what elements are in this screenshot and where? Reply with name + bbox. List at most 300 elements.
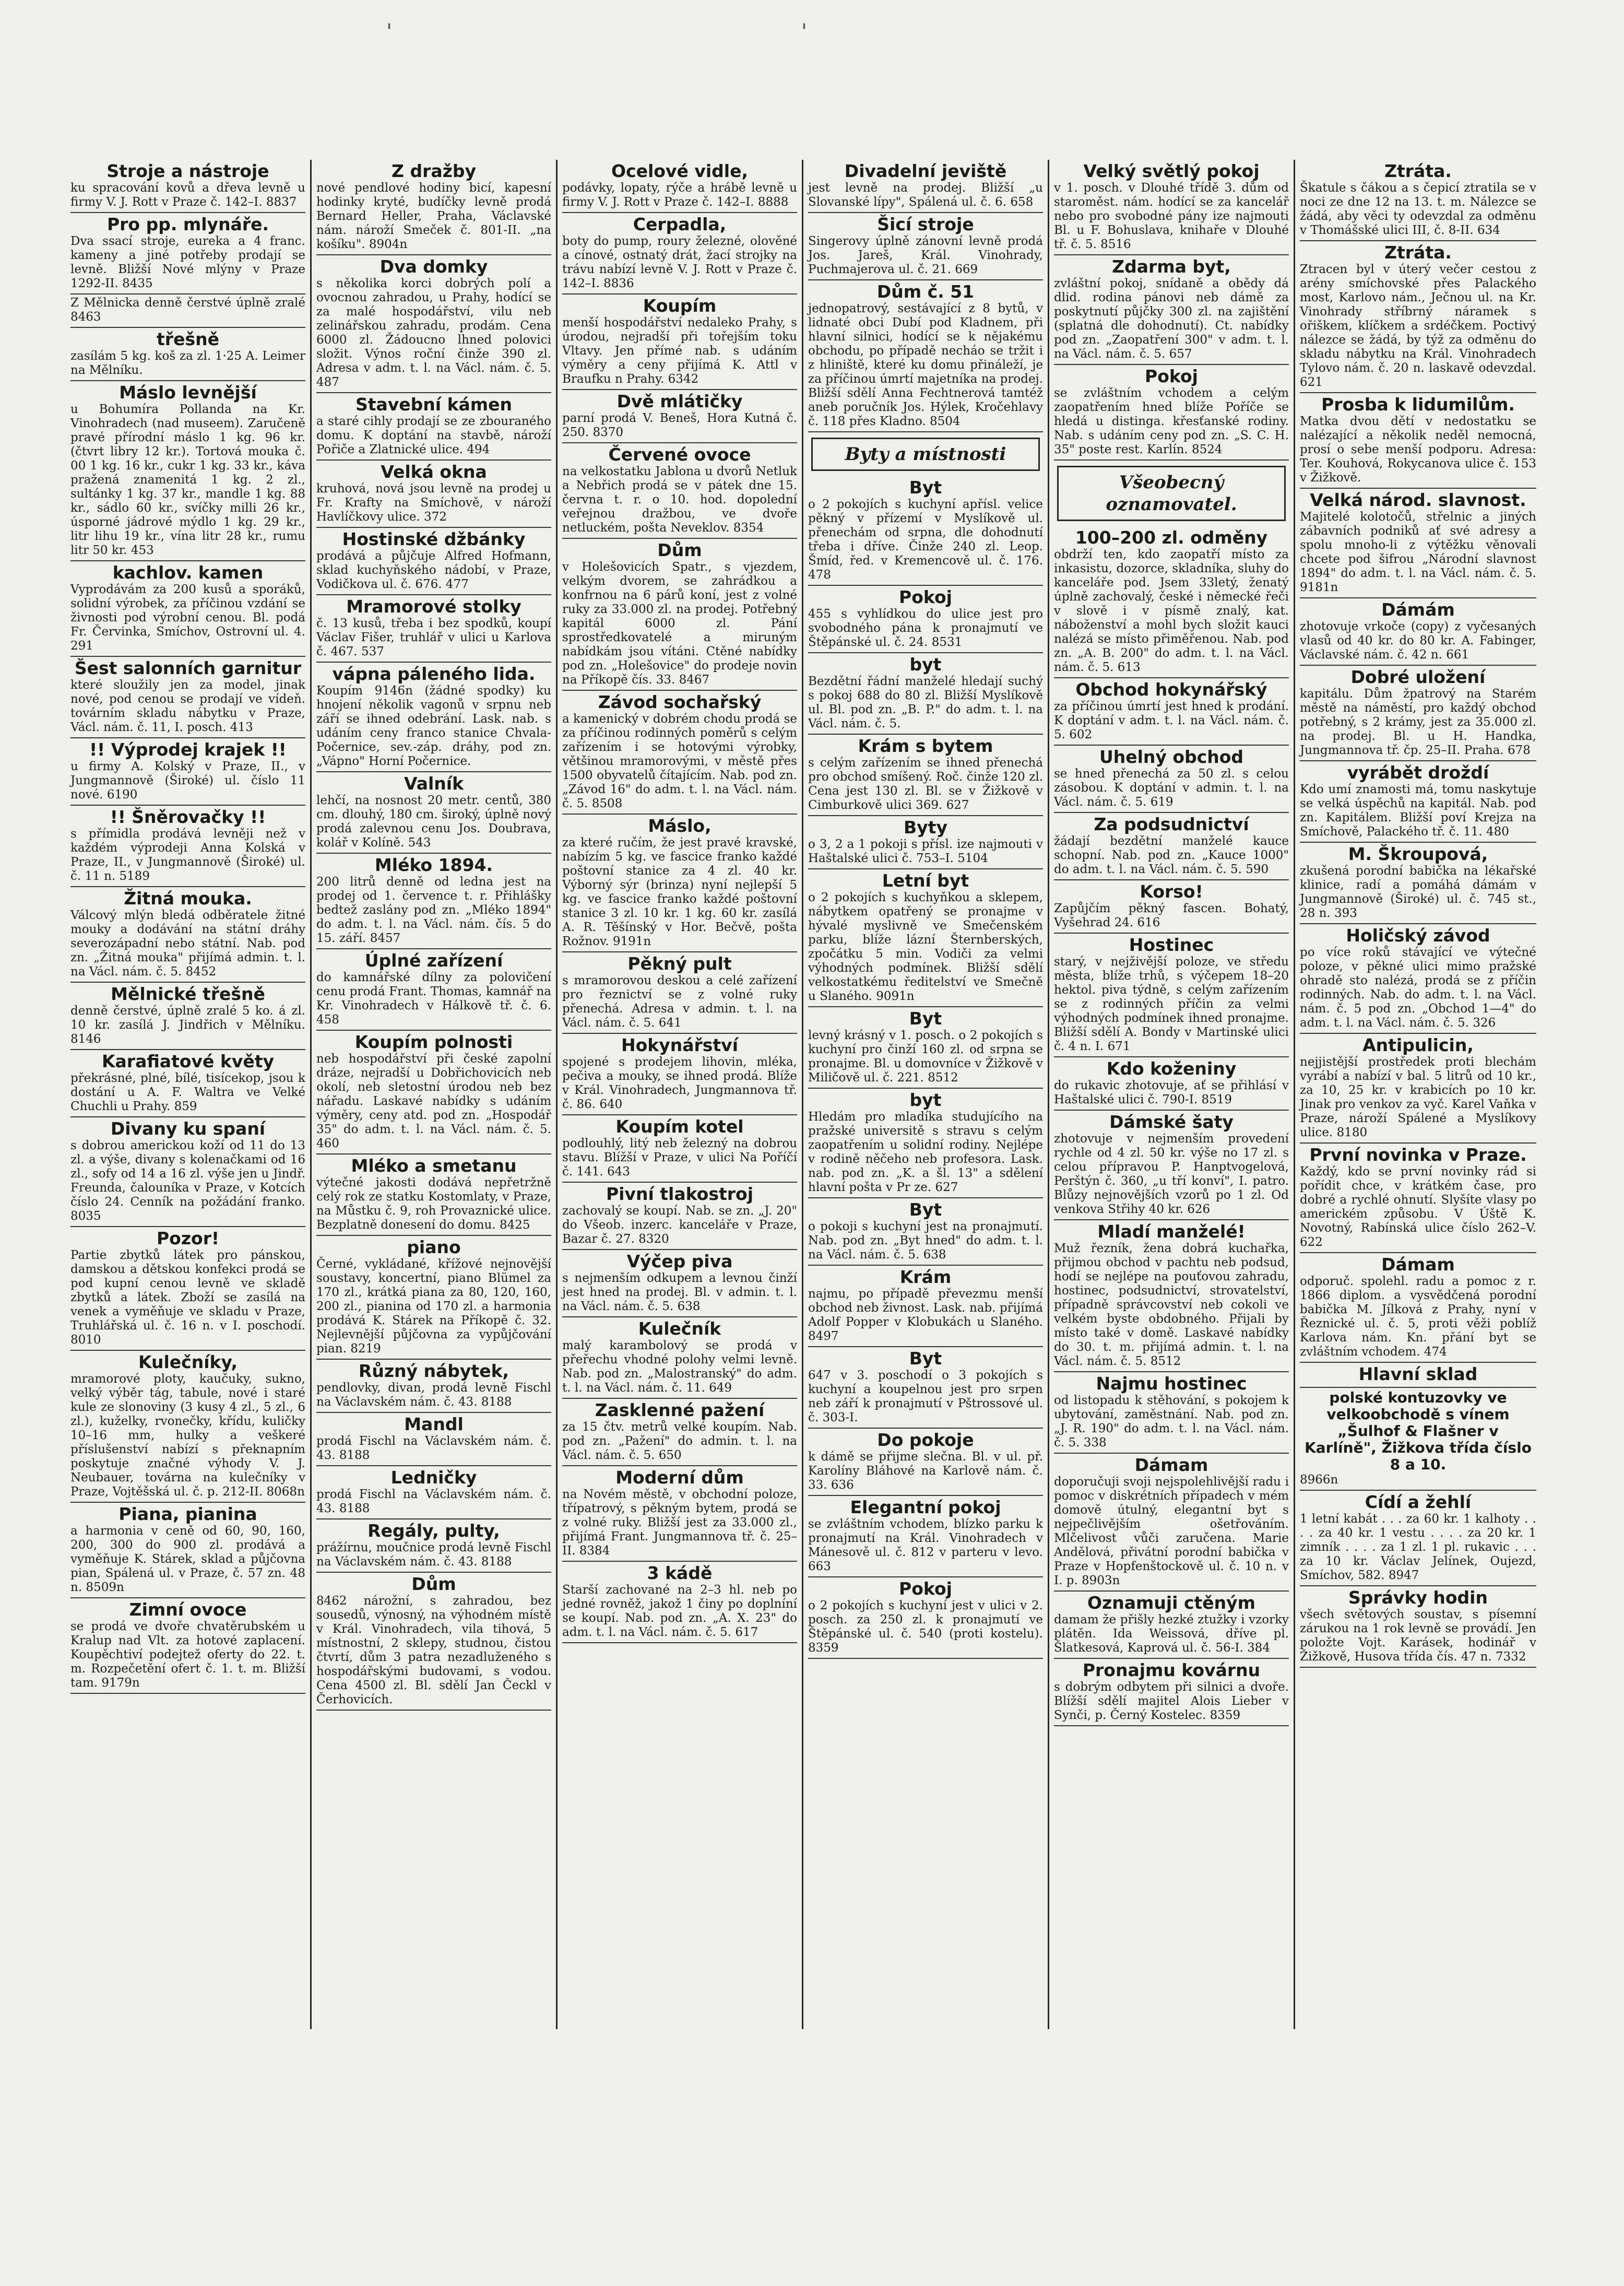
ad-title: Kulečník [638,1318,721,1339]
ad-body: 455 s vyhlídkou do ulice jest pro svobodného pána k pronajmutí ve Štěpánské ul. č. 24. 8531 [808,607,1043,649]
ad-body: se zvláštním vchodem, blízko parku k pronajmutí na Král. Vinohradech v Mánesově ul. č. 812 v parteru v levo. 663 [808,1517,1043,1573]
ad-body: jest levně na prodej. Bližší „u Slovanské lípy", Spálená ul. č. 6. 658 [808,181,1043,209]
ad-title: Velká okna [381,462,487,482]
ad-body: v Holešovicích Spatr., s vjezdem, velkým dvorem, se zahrádkou a konfrnou na 6 párů koní, jest z volné ruky za 33.000 zl. na prodej. Potřebný kapitál 6000 zl. Pání sprostředkovatelé a miruným nabídkám jsou vítáni. Ctěné nabídky pod zn. „Holešovice" do prodeje novin na Příkopě čís. 33. 8467 [562,560,797,687]
ad-body: Dva ssací stroje, eureka a 4 franc. kameny a jiné potřeby prodají se levně. Bližší Nové mlýny v Praze 1292-II. 8435 [70,234,305,290]
ad-body: odporuč. spolehl. radu a pomoc z r. 1866 diplom. a vysvědčená porodní babička M. Jílková z Prahy, nyní v Řeznické ul. č. 5, proti věži poblíž Karlova nám. Kn. přání byt se zvláštním vchodem. 474 [1300,1275,1536,1359]
ad-title: Prosba k lidumilům. [1321,394,1515,415]
ad-title: Pivní tlakostroj [606,1184,754,1204]
ad-title: Dům č. 51 [876,281,975,302]
ad-body: Bezdětní řádní manželé hledají suchý s pokoj 688 do 80 zl. Bližší Myslíkově ul. Bl. pod zn. „B. P." do adm. t. l. na Václ. nám. č. 5. [808,675,1043,730]
classified-ad [70,1050,305,1117]
ad-title: Všeobecný oznamovatel. [1106,472,1237,515]
ad-title: 3 kádě [647,1563,713,1583]
classified-ad [70,294,305,328]
ad-title: Správky hodin [1348,1587,1488,1608]
ad-title: Divany ku spaní [110,1118,266,1139]
ad-body: do kamnářské dílny za polovičení cenu prodá Frant. Thomas, kamnář na Kr. Vinohradech v Hálkově tř. č. 6. 458 [316,971,551,1027]
ad-title: Cerpadla, [633,214,727,234]
classified-ad [70,213,305,294]
ad-body: lehčí, na nosnost 20 metr. centů, 380 cm. dlouhý, 180 cm. široký, úplně nový prodá zalevnou cenu Jos. Doubrava, kolář v Kolíně. 543 [316,794,551,850]
classified-ad [1054,1659,1289,1726]
classified-ad [808,1266,1043,1347]
ad-body: spojené s prodejem lihovin, mléka, pečiva a mouky, se ihned prodá. Blíže v Král. Vinohradech, Jungmannova tř. č. 86. 640 [562,1055,797,1111]
classified-ad [70,561,305,657]
classified-ad [1054,1454,1289,1592]
ad-title: Pokoj [1145,366,1198,386]
classified-ad [562,294,797,390]
classified-ad [1300,489,1536,598]
ad-title: Ledničky [390,1467,477,1488]
ad-title: Pokoj [899,1578,952,1599]
classified-ad [1054,880,1289,934]
ad-title: Byt [909,1008,942,1029]
ad-title: Elegantní pokoj [850,1497,1001,1517]
ad-body: se prodá ve dvoře chvatěrubském u Kralup nad Vlt. za hotové zaplacení. Koupěchtiví podejtež oferty do 22. t. m. Rozpečetění ofert č. 1. t. m. Bližší tam. 9179n [70,1620,305,1690]
ad-title: Dům [411,1574,456,1594]
ad-title: Mladí manželé! [1097,1221,1246,1242]
ad-title: Za podsudnictví [1094,814,1249,834]
section-header-box [1057,466,1286,521]
ad-body: boty do pump, roury železné, olověné a cínové, ostnatý drát, žací strojky na trávu nabízí levně V. J. Rott v Praze č. 142–I. 8836 [562,234,797,290]
ad-title: Mandl [404,1414,464,1434]
classified-ad [1300,1491,1536,1586]
ad-body: starý, v nejživější poloze, ve středu města, blíže trhů, s výčepem 18–20 hektol. piva týdně, s celým zařízením se z rodinných příčin za velmi výhodných podmínek ihned pronajme. Bližší sdělí A. Bondy v Martinské ulici č. 4 n. I. 671 [1054,955,1289,1053]
ad-title: Dva domky [380,256,488,277]
ad-body: Majitelé kolotočů, střelnic a jiných zábavních podniků ať své adresy a spolu mnoho-li z výtěžku věnovali chcete pod šifrou „Národní slavnost 1894" do adm. t. l. na Václ. nám. č. 5. 9181n [1300,510,1536,594]
column-1 [66,160,312,2029]
classified-ad [562,539,797,691]
ad-title: Zimní ovoce [129,1599,247,1620]
classified-ad [1300,598,1536,666]
classified-ad [1054,160,1289,255]
ad-title: !! Výprodej krajek !! [89,739,287,760]
ad-title: 100–200 zl. odměny [1075,527,1268,548]
ad-title: vápna páleného lida. [332,664,536,684]
ad-body: po více roků stávající ve výtečné poloze, v pěkné ulici mimo pražské ohradě sto nalézá, prodá se z příčin rodinných. Nab. do adm. t. l. na Václ. nám. č. 5 pod zn. „Obchod 1—4" do adm. t. l. na Václ. nám. č. 5. 326 [1300,946,1536,1030]
classified-ad [562,1399,797,1466]
ad-body: 647 v 3. poschodí o 3 pokojích s kuchyní a koupelnou jest pro srpen neb září k pronajmutí v Pštrossové ul. č. 303-I. [808,1369,1043,1424]
ad-title: Kdo koženiny [1106,1058,1237,1079]
classified-ad [316,160,551,255]
ad-title: Dámam [1134,1455,1208,1475]
ad-body: Hledám pro mladíka studujícího na pražské universitě s stravu s celým zaopatřením u solidní rodiny. Nejlépe v rodině něčeho neb profesora. Lask. nab. pod zn. „K. a šl. 13" a sdělení hlavní pošta v Pr ze. 627 [808,1110,1043,1194]
ad-body: k dámě se přijme slečna. Bl. v ul. př. Karolíny Bláhové na Karlově nám. č. 33. 636 [808,1450,1043,1492]
ad-body: prodává a půjčuje Alfred Hofmann, sklad kuchyňského nádobí, v Praze, Vodičkova ul. č. 676. 477 [316,549,551,591]
classified-ad [70,738,305,806]
classified-ad [1054,1057,1289,1111]
classified-ad [562,952,797,1034]
ad-body: se hned přenechá za 50 zl. s celou zásobou. K doptání v admin. t. l. na Václ. nám. č. 5. 619 [1054,767,1289,809]
ad-body: žádají bezdětní manželé kauce schopní. Nab. pod zn. „Kauce 1000" do adm. t. l. na Václ. nám. č. 5. 590 [1054,834,1289,876]
classified-ad [808,1347,1043,1429]
ad-title: Mléko a smetanu [351,1156,517,1176]
column-3 [558,160,803,2029]
ad-title: Obchod hokynářský [1075,679,1267,700]
ad-body: Zapůjčím pěkný fascen. Bohatý, Vyšehrad 24. 616 [1054,902,1289,929]
classified-ad [808,586,1043,653]
ad-title: Dámské šaty [1109,1112,1234,1132]
classified-ad [70,887,305,983]
classified-ad [70,160,305,213]
ad-body: nové pendlové hodiny bicí, kapesní hodinky kryté, budíčky levně prodá Bernard Heller, Praha, Václavské nám. nároží Smeček č. 801-II. „na košíku". 8904n [316,181,551,251]
ad-body: mramorové ploty, kaučuky, sukno, velký výběr tág, tabule, nové i staré kule ze slonoviny (3 kusy 4 zl., 5 zl., 6 zl.), kuželky, rvonečky, křídu, kuličky 10–16 mm, hulky a veškeré příslušenství nabízí s překnapním poskytuje značné výhody V. J. Neubauer, továrna na kulečníky v Praze, Vojtěšská ul. č. p. 212-II. 8068n [70,1372,305,1499]
ad-body: Škatule s čákou a s čepicí ztratila se v noci ze dne 12 na 13. t. m. Nálezce se žádá, aby věci ty odevzdal za odměnu v Thomášské ulici III, č. 8-II. 634 [1300,181,1536,237]
classified-ad [316,255,551,393]
classified-ad [316,1236,551,1360]
classified-ad [1300,393,1536,489]
ad-body: levný krásný v 1. posch. o 2 pokojích s kuchyní pro činží 160 zl. od srpna se pronajme. Bl. u domovníce v Žižkově v Miličově ul. č. 221. 8512 [808,1029,1043,1085]
ad-title: kachlov. kamen [112,562,264,583]
ad-body: o 2 pokojích s kuchyňkou a sklepem, nábytkem opatřený se pronajme v hývalé myslivně ve Smečenském parku, blíže lázní Šternberských, zpočátku 5 min. Vodiči za velmi výhodných podmínek. Bližší sdělí velkostatkému ředitelství ve Smečně u Slaného. 9091n [808,891,1043,1003]
ad-body: s dobrou americkou koží od 11 do 13 zl. a výše, divany s kolenačkami od 16 zl., sofy od 14 a 16 zl. výše jen u Jindř. Freunda, čalouníka v Praze, v Kotcích číslo 24. Cenník na požádání franko. 8035 [70,1139,305,1223]
ad-body: s celým zařízením se ihned přenechá pro obchod smíšený. Roč. činže 120 zl. Cena jest 130 zl. Bl. se v Žižkově v Cimburkově ulici 369. 627 [808,756,1043,812]
classified-ad [562,1250,797,1317]
ad-body: Z Mělnicka denně čerstvé úplně zralé 8463 [70,296,305,324]
classified-ad [808,1198,1043,1266]
ad-title: Byty a místnosti [845,444,1006,465]
ad-body: Muž řezník, žena dobrá kuchařka, přijmou obchod v pachtu neb podsud, hodí se nejlépe na pouťovou zahradu, hostinec, podsudnictví, strovatelství, případně správcovství neb cokoli ve velkém byste obdobného. Přijali by místo také v domě. Laskavé nabídky do 30. t. m. přijímá admin. t. l. na Václ. nám. č. 5. 8512 [1054,1242,1289,1368]
ad-title: vyrábět droždí [1347,762,1489,783]
classified-ad [316,663,551,772]
column-2 [312,160,558,2029]
ad-body: podávky, lopaty, rýče a hrábě levně u firmy V. J. Rott v Praze č. 142–I. 8888 [562,181,797,209]
classified-ad [1300,1363,1536,1388]
ad-body: kruhová, nová jsou levně na prodej u Fr. Krafty na Smíchově, v nároží Havlíčkovy ulice. 372 [316,482,551,524]
ad-title: Mramorové stolky [346,596,521,617]
column-5 [1049,160,1295,2029]
ad-title: Byt [909,1199,942,1220]
ad-body: za příčinou úmrtí jest hned k prodání. K doptání v adm. t. l. na Václ. nám. č. 5. 602 [1054,700,1289,741]
ad-title: Koupím [643,296,717,316]
classified-ad [808,280,1043,432]
classified-ad [70,806,305,887]
ad-title: Ztráta. [1384,161,1452,181]
ad-title: Hlavní sklad [1358,1364,1478,1384]
ad-title: Z dražby [392,161,476,181]
classified-ad [70,657,305,738]
classified-ad [1054,1111,1289,1220]
ad-title: Šest salonních garnitur [74,658,302,678]
classified-ad [316,595,551,663]
ad-body: Vyprodávám za 200 kusů a sporáků, solidní výrobek, za příčinou vzdání se živnosti pod výrobní cenou. Bl. podá Fr. Červinka, Smíchov, Ostrovní ul. 4. 291 [70,583,305,653]
ad-title: Velký světlý pokoj [1083,161,1260,181]
ad-title: Valník [404,773,464,794]
classified-ad [1054,1372,1289,1454]
ad-body: neb hospodářství při české zapolní dráze, nejradší u Dobřichovicích neb okolí, neb sletostní úrodou neb bez nářadu. Laskavé nabídky s udáním výměry, ceny atd. pod zn. „Hospodář 35" do adm. t. l. na Václ. nám. č. 5. 460 [316,1052,551,1150]
ad-title: Pronajmu kovárnu [1082,1660,1261,1680]
ad-title: Velká národ. slavnost. [1310,490,1526,510]
ad-body: o 2 pokojích s kuchyní apřísl. velice pěkný v přízemí v Myslíkově ul. přenechám od srpna, dle dohodnutí třeba i dříve. Činže 240 zl. Leop. Šmíd, řed. v Kremencově ul. č. 176. 478 [808,498,1043,582]
ad-title: Stavební kámen [355,394,513,415]
ad-title: Ztráta. [1384,242,1452,263]
classified-ad [808,476,1043,586]
ad-title: Šicí stroje [877,214,974,234]
ad-title: Červené ovoce [608,444,751,465]
classified-ad [562,1034,797,1115]
classified-ad [316,1154,551,1236]
column-6 [1295,160,1541,2029]
ad-body: Kdo umí znamosti má, tomu naskytuje se velká úspěchů na kapitál. Nab. pod zn. Kapitálem. Bližší poví Krejza na Smíchově, Palackého tř. č. 11. 480 [1300,783,1536,839]
classified-columns [66,160,1543,2029]
classified-ad [808,653,1043,735]
ad-title: Pozor! [156,1228,220,1248]
ad-title: Výčep piva [626,1251,733,1271]
ad-body: prodá Fischl na Václavském nám. č. 43. 8188 [316,1488,551,1515]
classified-ad [562,390,797,443]
ad-body: Ztracen byl v úterý večer cestou z arény smíchovské přes Palackého most, Karlovo nám., Ječnou ul. na Kr. Vinohrady stříbrný náramek s ořiškem, klíčkem a srdéčkem. Poctivý nálezce se žádá, by týž za odměnu do skladu nábytku na Král. Vinohradech Tylovo nám. č. 20 n. laskavě odevzdal. 621 [1300,263,1536,389]
ad-body: kapitálu. Dům žpatrový na Starém městě na náměstí, pro každý obchod potřebný, s 2 krámy, jest za 35.000 zl. na prodej. Bl. u H. Handka, Jungmannova tř. čp. 25–II. Praha. 678 [1300,687,1536,757]
ad-title: Koupím kotel [615,1116,744,1137]
classified-ad [808,1429,1043,1496]
classified-ad [1054,365,1289,461]
ad-title: Ocelové vidle, [611,161,749,181]
classified-ad [1300,241,1536,393]
classified-ad [808,213,1043,280]
section-header-box [811,438,1040,471]
classified-ad [1054,678,1289,746]
ad-body: do rukavic zhotovuje, ať se přihlásí v Haštalské ulici č. 790-I. 8519 [1054,1079,1289,1106]
ad-title: Kulečníky, [138,1352,238,1372]
top-mark-right: ' [801,20,807,44]
classified-ad [316,1466,551,1519]
classified-ad [562,160,797,213]
ad-title: třešně [157,329,219,349]
classified-ad [808,1007,1043,1089]
ad-body: prodá Fischl na Václavském nám. č. 43. 8188 [316,1434,551,1462]
classified-ad [562,443,797,539]
ad-title: Mléko 1894. [374,855,493,875]
ad-body: prážírnu, moučnice prodá levně Fischl na Václavském nám. č. 43. 8188 [316,1541,551,1569]
ad-body: s nejmenším odkupem a levnou činží jest hned na prodej. Bl. v admin. t. l. na Václ. nám. č. 5. 638 [562,1271,797,1313]
classified-ad [316,461,551,528]
ad-body: zhotovuje v nejmenším provedení rychle od 4 zl. 50 kr. výše no 17 zl. s celou přípravou P. Hanptvogelová, Perštýn č. 360, „u tří konví", I. patro. Blůzy nejnovějších vzorů po 1 zl. Od venkova Střihy 40 kr. 626 [1054,1132,1289,1216]
ad-title: byt [909,654,942,675]
ad-body: a kamenický v dobrém chodu prodá se za příčinou rodinných poměrů s celým zařízením i se hotovými výrobky, většinou mramorovými, v městě přes 1500 obyvatelů čítajícím. Nab. pod zn. „Závod 16" do adm. t. l. na Václ. nám. č. 5. 8508 [562,712,797,810]
ad-title: Máslo, [648,816,712,836]
ad-title: Zdarma byt, [1112,256,1231,277]
ad-title: Máslo levnější [119,382,257,403]
classified-ad [1054,1220,1289,1372]
classified-ad [562,1115,797,1183]
ad-body: menší hospodářství nedaleko Prahy, s úrodou, nejradší při tořejším toku Vltavy. Jen přímé nab. s udáním výměry a ceny přijímá K. Attl v Braufku n Prahy. 6342 [562,316,797,386]
ad-title: piano [407,1237,461,1257]
classified-ad [70,1351,305,1503]
classified-ad [1300,1034,1536,1144]
ad-title: Byt [909,1348,942,1369]
ad-title: Cídí a žehlí [1365,1492,1472,1512]
classified-ad [316,1573,551,1711]
ad-body: Válcový mlýn bledá odběratele žitné mouky a dodávání na státní dráhy severozápadní nebo státní. Nab. pod zn. „Žitná mouka" přijímá admin. t. l. na Václ. nám. č. 5. 8452 [70,909,305,979]
ad-body: 1 letní kabát . . . za 60 kr. 1 kalhoty . . . . za 40 kr. 1 vestu . . . . za 20 kr. 1 zimník . . . . za 1 zl. 1 pl. rukavic . . . za 10 kr. Václav Jelínek, Oujezd, Smíchov, 582. 8947 [1300,1512,1536,1582]
ad-body: Starší zachované na 2–3 hl. neb po jedné rovněž, jakož 1 činy po doplníní se koupí. Nab. pod zn. „A. X. 23" do adm. t. l. na Václ. nám. č. 5. 617 [562,1583,797,1639]
ad-title: Žitná mouka. [124,888,252,909]
classified-ad [1300,666,1536,761]
ad-title: Dámam [1381,1254,1455,1275]
ad-body: denně čerstvé, úplně zralé 5 ko. á zl. 10 kr. zasílá J. Jindřich v Mělníku. 8146 [70,1004,305,1046]
ad-title: Zasklenné pažení [595,1400,765,1420]
ad-body: u firmy A. Kolský v Praze, II., v Jungmannově (Široké) ul. číslo 11 nové. 6190 [70,760,305,802]
classified-ad [70,328,305,381]
ad-title: Dvě mlátičky [617,391,743,411]
ad-title: Krám [899,1267,952,1287]
ad-title: Byt [909,477,942,498]
classified-ad [70,1117,305,1227]
classified-ad [316,949,551,1031]
ad-title: Piana, pianina [118,1504,257,1524]
ad-title: Krám s bytem [858,736,993,756]
classified-ad [1300,1586,1536,1668]
ad-body: damam že přišly hezké ztužky i vzorky plátěn. Ida Weissová, dříve pl. Šlatkesová, Kaprová ul. č. 56-I. 384 [1054,1613,1289,1655]
ad-body: všech světových soustav, s písemní zárukou na 1 rok levně se provádí. Jen položte Vojt. Karásek, hodinář v Žižkově, Husova třída čís. 47 n. 7332 [1300,1608,1536,1664]
ad-title: polské kontuzovky ve velkoobchodě s vínem „Šulhof & Flašner v Karlíně", Žižkova třída číslo 8 a 10. [1305,1389,1532,1473]
ad-title: Do pokoje [877,1430,974,1450]
ad-body: malý karambolový se prodá v přeřechu vhodné polohy velmi levně. Nab. pod zn. „Malostranský" do adm. t. l. na Václ. nám. č. 11. 649 [562,1339,797,1395]
ad-body: Černé, vykládané, křížové nejnovější soustavy, koncertní, piano Blümel za 170 zl., krátká piana za 80, 120, 160, 200 zl., pianina od 170 zl. a harmonia prodává K. Stárek na Příkopě č. 32. Nejlevnější půjčovna za vypůjčování pian. 8219 [316,1257,551,1356]
ad-title: Oznamuji ctěným [1087,1593,1256,1613]
ad-title: Byty [904,817,947,838]
ad-title: Holičský závod [1346,925,1490,946]
classified-ad [808,1577,1043,1659]
classified-ad [70,1227,305,1351]
classified-ad [316,1360,551,1413]
ad-title: Pro pp. mlynáře. [106,214,269,234]
ad-title: Korso! [1140,881,1203,902]
classified-ad [316,772,551,854]
ad-title: Hostinec [1129,935,1214,955]
classified-ad [808,1089,1043,1198]
classified-ad [1300,761,1536,843]
ad-body: obdrží ten, kdo zaopatří místo za inkasistu, dozorce, skladníka, sluhy do kanceláře pod. Jsem 33letý, ženatý úplně zachovalý, české i německé řeči v slově i v písmě znalý, kat. náboženství a mohl bych složit kauci nalézá se místo přiměřenou. Nab. pod zn. „A. B. 200" do adm. t. l. na Václ. nám. č. 5. 613 [1054,548,1289,674]
classified-ad [70,1598,305,1694]
ad-title: Antipulicin, [1362,1035,1474,1055]
classified-ad [808,160,1043,213]
ad-body: překrásné, plné, bílé, tisícekop, jsou k dostání u A. F. Waltra ve Velké Chuchli u Prahy. 859 [70,1071,305,1113]
ad-title: Koupím polnosti [354,1032,513,1052]
ad-title: Karafiatové květy [101,1051,275,1071]
ad-body: Partie zbytků látek pro pánskou, damskou a dětskou konfekci prodá se pod kupní cenou levně ve skladě zbytků a látek. Zboží se zasílá na venek a vyměňuje ve skladu v Praze, Truhlářská ul. č. 16 n. v I. poschodí. 8010 [70,1248,305,1347]
ad-title: Dámám [1381,599,1455,620]
ad-body: a staré cihly prodají se ze zbouraného domu. K doptání na stavbě, nároží Pořiče a Zlatnické ulice. 494 [316,415,551,456]
ad-body: na Novém městě, v obchodní poloze, třípatrový, s pěkným bytem, prodá se z volné ruky. Bližší jest za 33.000 zl., přijímá Frant. Jungmannova tř. č. 25–II. 8384 [562,1488,797,1558]
classified-ad [562,1317,797,1399]
ad-body: na velkostatku Jablona u dvorů Netluk a Nebřich prodá se v pátek dne 15. června t. r. o 10. hod. dopolední veřejnou dražbou, ve dvoře netluckém, pošta Neveklov. 8354 [562,465,797,535]
classified-ad [1054,526,1289,678]
classified-ad [316,854,551,949]
classified-ad [808,816,1043,869]
ad-body: najmu, po případě převezmu menší obchod neb živnost. Lask. nab. přijímá Adolf Popper v Klobukách u Slaného. 8497 [808,1287,1043,1343]
ad-body: zkušená porodní babička na lékařské klinice, radí a pomáhá dámám v Jungmannově (Široké) ul. č. 745 st., 28 n. 393 [1300,864,1536,920]
ad-body: pendlovky, divan, prodá levně Fischl na Václavském nám. č. 43. 8188 [316,1381,551,1409]
ad-body: zasílám 5 kg. koš za zl. 1·25 A. Leimer na Mělníku. [70,349,305,377]
ad-body: za 15 čtv. metrů velké koupím. Nab. pod zn. „Pažení" do admin. t. l. na Václ. nám. č. 5. 650 [562,1420,797,1462]
classified-ad [316,393,551,461]
ad-body: doporučuji svoji nejspolehlivější radu i pomoc v diskrétních případech v mém domově útulný, elegantní byt s nejpečlivějším ošetřováním. Mlčelivost vůči zaručena. Marie Andělová, přivátní porodní babička v Praze v Hopfenštockově ul. č. 10 n. v I. p. 8903n [1054,1475,1289,1587]
ad-body: s mramorovou deskou a celé zařízení pro řeznictví se z volné ruky přenechá. Adresa v admin. t. l. na Václ. nám. č. 5. 641 [562,974,797,1030]
ad-title: Hokynářství [621,1035,739,1055]
classified-ad [70,983,305,1050]
classified-ad [1054,813,1289,880]
ad-body: parní prodá V. Beneš, Hora Kutná č. 250. 8370 [562,411,797,439]
ad-title: Hostinské džbánky [342,529,526,549]
classified-ad [808,869,1043,1007]
ad-title: Pokoj [899,587,952,607]
ad-body: výtečné jakosti dodává nepřetržně celý rok ze statku Kostomlaty, v Praze, na Můstku č. 9, roh Provaznické ulice. Bezplatně donesení do domu. 8425 [316,1176,551,1232]
classified-ad [316,1031,551,1154]
ad-body: nejjistější prostředek proti blechám vyrábí a nabízí v bal. 5 litrů od 10 kr., za 10, 25 kr. v krabicích po 10 kr. Jinak pro venkov za vyč. Karel Vaňka v Praze, nároží Spálené a Myslíkovy ulice. 8180 [1300,1055,1536,1139]
ad-body: se zvláštním vchodem a celým zaopatřením hned blíže Poříče se hledá u distinga. křesťanské rodiny. Nab. s udáním ceny pod zn. „S. C. H. 35" poste rest. Karlín. 8524 [1054,386,1289,456]
ad-body: od listopadu k stěhování, s pokojem k ubytování, zaměstnání. Nab. pod zn. „J. R. 190" do adm. t. l. na Václ. nám. č. 5. 338 [1054,1394,1289,1450]
ad-body: zvláštní pokoj, snídaně a obědy dá dlid. rodina pánovi neb dámě za poskytnutí půjčky 300 zl. na zajištění (splatná dle dohodnutí). Ct. nabídky pod zn. „Zaopatření 300" v adm. t. l. na Václ. nám. č. 5. 657 [1054,277,1289,361]
classified-ad [808,1496,1043,1577]
ad-title: Uhelný obchod [1099,747,1244,767]
classified-ad [1054,934,1289,1057]
ad-body: Koupím 9146n (žádné spodky) ku hnojení několik vagonů v srpnu neb září se ihned odebrání. Lask. nab. s udáním ceny franco stanice Chvala-Počernice, sev.-záp. dráhy, pod zn. „Vápno" Horní Počernice. [316,684,551,768]
classified-ad [316,1519,551,1573]
ad-title: Stroje a nástroje [106,161,269,181]
classified-ad [562,213,797,294]
classified-ad [1054,1592,1289,1659]
ad-title: byt [909,1090,942,1110]
ad-body: ku spracování kovů a dřeva levně u firmy V. J. Rott v Praze č. 142–I. 8837 [70,181,305,209]
ad-body: jednopatrový, sestávající z 8 bytů, v lidnaté obci Dubí pod Kladnem, při hlavní silnici, hodící se k nějakému obchodu, po případě necháo se tržit i z hliniště, které ku domu přináleží, je za příčinou úmrtí majetníka na prodej. Bližší sdělí Anna Fechtnerová tamtéž aneb poručník Jos. Hýlek, Kročehlavy č. 118 přes Kladno. 8504 [808,302,1043,428]
classified-ad [562,1183,797,1250]
ad-title: Letní byt [882,870,969,891]
ad-body: s dobrým odbytem při silnici a dvoře. Blížší sdělí majitel Alois Lieber v Synči, p. Černý Kostelec. 8359 [1054,1680,1289,1722]
ad-body: za které ručím, že jest pravé kravské, nabízím 5 kg. ve fascice franko každé poštovní stanice za 4 zl. 40 kr. Výborný sýr (brinza) nyní nejlepší 5 kg. ve fascice franko každé poštovní stanice 3 zl. 10 kr. 1 kg. 60 kr. zasílá A. R. Těšínský v Hor. Bečvě, pošta Rožnov. 9191n [562,836,797,948]
ad-title: Pěkný pult [627,953,732,974]
ad-body: v 1. posch. v Dlouhé třídě 3. dům od staroměst. nám. hodící se za kancelář nebo pro svobodné pány ize najmouti Bl. u F. Bohuslava, knihaře v Dlouhé tř. č. 5. 8516 [1054,181,1289,251]
ad-body: u Bohumíra Pollanda na Kr. Vinohradech (nad museem). Zaručeně pravé přírodní máslo 1 kg. 96 kr. (čtvrt libry 12 kr.). Tortová mouka č. 00 1 kg. 16 kr., cukr 1 kg. 33 kr., káva pražená znamenitá 1 kg. 2 zl., sultánky 1 kg. 37 kr., mandle 1 kg. 88 kr., sádlo 60 kr., svíčky milli 26 kr., úsporné jádrové mýdlo 1 kg. 29 kr., litr lihu 19 kr., vína litr 28 kr., rumu litr 50 kr. 453 [70,403,305,557]
ad-title: Úplné zařízení [364,950,503,971]
ad-title: První novinka v Praze. [1309,1145,1527,1165]
ad-body: zhotovuje vrkoče (copy) z vyčesaných vlasů od 40 kr. do 80 kr. A. Fabinger, Václavské nám. č. 42 n. 661 [1300,620,1536,662]
ad-body: 8966n [1300,1473,1338,1487]
classified-ad [1300,1144,1536,1253]
ad-body: s několika korci dobrých polí a ovocnou zahradou, u Prahy, hodící se za malé hospodářství, vilu neb zelinářskou zahradu, prodám. Cena 6000 zl. Žádoucno lhned polovici složit. Výnos roční činže 390 zl. Adresa v adm. t. l. na Václ. nám. č. 5. 487 [316,277,551,389]
ad-body: 200 litrů denně od ledna jest na prodej od 1. července t. r. Přihlášky bedtež zaslány pod zn. „Mléko 1894" do adm. t. l. na Václ. nám. čís. 5 do 15. září. 8457 [316,875,551,945]
ad-body: a harmonia v ceně od 60, 90, 160, 200, 300 do 900 zl. prodává a vyměňuje K. Stárek, sklad a půjčovna pian, Spálená ul. v Praze, č. 57 zn. 48 n. 8509n [70,1524,305,1594]
classified-ad [316,528,551,595]
ad-body: č. 13 kusů, třeba i bez spodků, koupí Václav Fišer, truhlář v ulici u Karlova č. 467. 537 [316,617,551,658]
ad-title: Závod sochařský [598,692,762,712]
ad-title: M. Škroupová, [1348,844,1488,864]
ad-title: Různý nábytek, [358,1361,509,1381]
classified-ad [1054,746,1289,813]
ad-body: Matka dvou dětí v nedostatku se nalézající a několik neděl nemocná, prosí o sebe menší podporu. Adresa: Ter. Kouhová, Rokycanova ulice č. 153 v Žižkově. [1300,415,1536,485]
ad-body: s přímidla prodává levněji než v každém výprodeji Anna Kolská v Praze, II., v Jungmannově (Široké) ul. č. 11 n. 5189 [70,827,305,883]
classified-ad [1300,924,1536,1034]
column-4 [803,160,1049,2029]
classified-ad [562,691,797,815]
ad-body: Každý, kdo se první novinky rád si pořídit chce, v krátkém čase, pro dobré a rychlé ohnutí. Slyšíte vlasy po americkém způsobu. V Úště K. Novotný, Rabínská ulice číslo 262–V. 622 [1300,1165,1536,1249]
ad-title: Dobré uložení [1350,667,1486,687]
ad-body: zachovalý se koupí. Nab. se zn. „J. 20" do Všeob. inzerc. kanceláře v Praze, Bazar č. 27. 8320 [562,1204,797,1246]
classified-ad [1300,1253,1536,1363]
ad-title: !! Šněrovačky !! [110,807,266,827]
ad-title: Dům [657,540,702,560]
top-mark-left: ' [386,20,392,44]
classified-ad [562,815,797,952]
ad-body: které sloužily jen za model, jinak nové, pod cenou se prodají ve vídeň. továrním skladu nábytku v Praze, Václ. nám. č. 11, I. posch. 413 [70,678,305,734]
classified-ad [1054,255,1289,365]
classified-ad [1300,160,1536,241]
ad-title: Mělnické třešně [111,984,265,1004]
ad-body: Singerovy úplně zánovní levně prodá Jos. Jareš, Král. Vinohrady, Puchmajerova ul. č. 21. 669 [808,234,1043,276]
classified-ad [562,1466,797,1562]
classified-ad [808,735,1043,816]
ad-title: Regály, pulty, [368,1521,500,1541]
